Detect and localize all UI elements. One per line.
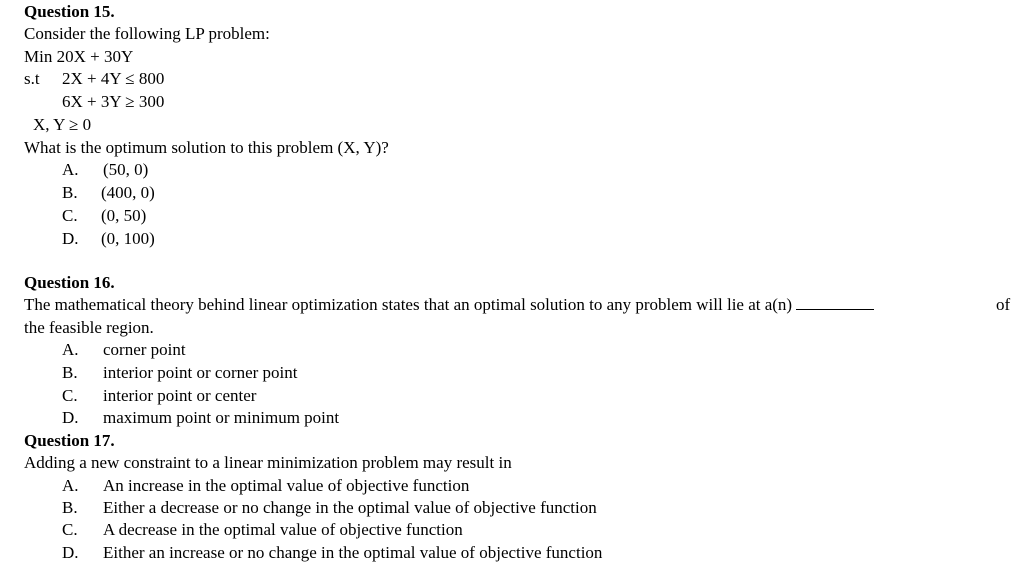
q15-option-c-letter: C. bbox=[62, 206, 78, 225]
q16-option-c-letter: C. bbox=[62, 386, 78, 405]
q15-option-b-text: (400, 0) bbox=[101, 183, 155, 202]
q16-option-a-text: corner point bbox=[103, 340, 186, 359]
question-16-title: Question 16. bbox=[24, 273, 115, 292]
q17-option-d-text: Either an increase or no change in the optimal value of objective function bbox=[103, 543, 603, 562]
q16-option-a-letter: A. bbox=[62, 340, 79, 359]
question-17-prompt: Adding a new constraint to a linear minimization problem may result in bbox=[24, 453, 512, 472]
question-15-st-label: s.t bbox=[24, 69, 40, 88]
q16-option-b-text: interior point or corner point bbox=[103, 363, 298, 382]
q16-option-d-text: maximum point or minimum point bbox=[103, 408, 340, 427]
question-15-intro: Consider the following LP problem: bbox=[24, 24, 270, 43]
question-16-text-tail: of bbox=[996, 295, 1011, 314]
question-15-prompt: What is the optimum solution to this problem (X, Y)? bbox=[24, 138, 389, 157]
q16-option-b-letter: B. bbox=[62, 363, 78, 382]
q17-option-b-text: Either a decrease or no change in the optimal value of objective function bbox=[103, 498, 597, 517]
question-15-nonnegativity: X, Y ≥ 0 bbox=[33, 115, 92, 134]
question-16-text-line-1 bbox=[24, 294, 874, 316]
question-16-text-main: The mathematical theory behind linear optimization states that an optimal solution to any problem will lie at a(n) bbox=[24, 295, 793, 314]
q17-option-a-letter: A. bbox=[62, 476, 79, 495]
q17-option-a-text: An increase in the optimal value of objective function bbox=[103, 476, 470, 495]
q16-option-d-letter: D. bbox=[62, 408, 79, 427]
question-15-constraint-2: 6X + 3Y ≥ 300 bbox=[62, 92, 165, 111]
q17-option-c-letter: C. bbox=[62, 520, 78, 539]
question-15-constraint-1: 2X + 4Y ≤ 800 bbox=[62, 69, 165, 88]
q15-option-b-letter: B. bbox=[62, 183, 78, 202]
q16-option-c-text: interior point or center bbox=[103, 386, 257, 405]
q15-option-d-text: (0, 100) bbox=[101, 229, 155, 248]
q15-option-c-text: (0, 50) bbox=[101, 206, 147, 225]
q15-option-a-text: (50, 0) bbox=[103, 160, 149, 179]
q17-option-c-text: A decrease in the optimal value of objective function bbox=[103, 520, 463, 539]
question-17-title: Question 17. bbox=[24, 431, 115, 450]
q15-option-d-letter: D. bbox=[62, 229, 79, 248]
q17-option-d-letter: D. bbox=[62, 543, 79, 562]
question-15-objective: Min 20X + 30Y bbox=[24, 47, 134, 66]
q15-option-a-letter: A. bbox=[62, 160, 79, 179]
question-15-title: Question 15. bbox=[24, 2, 115, 21]
q17-option-b-letter: B. bbox=[62, 498, 78, 517]
answer-blank bbox=[796, 294, 874, 310]
question-16-text-line-2: the feasible region. bbox=[24, 318, 154, 337]
